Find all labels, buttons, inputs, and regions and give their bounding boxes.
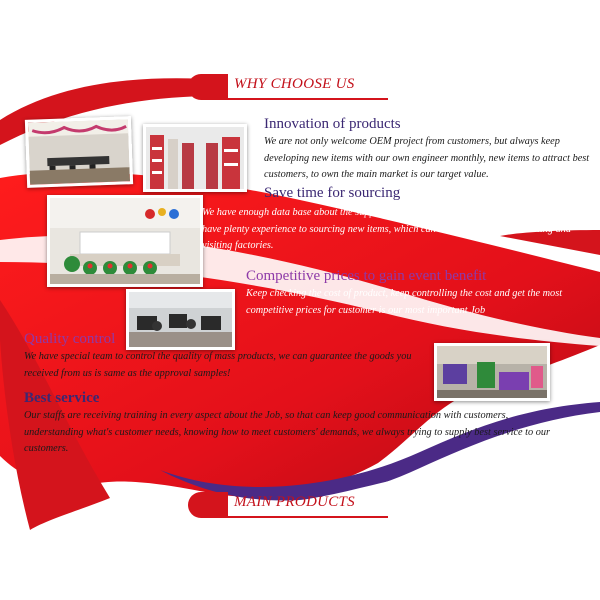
- quality-title: Quality control: [24, 331, 116, 347]
- photo-meeting-room: [25, 116, 133, 188]
- header-title: MAIN PRODUCTS: [234, 494, 355, 510]
- photo-office: [126, 289, 235, 350]
- photo-reception: [47, 195, 203, 287]
- quality-body: We have special team to control the quality of mass products, we can guarantee the goods you received from us is same as the approval samples!: [24, 351, 412, 379]
- innovation-title: Innovation of products: [264, 116, 401, 132]
- photo-showroom: [143, 124, 247, 192]
- header-underline: [228, 98, 388, 100]
- why-choose-us-header: [188, 74, 388, 100]
- header-underline: [228, 516, 388, 518]
- best-service-body: Our staffs are receiving training in every aspect about the Job, so that can keep good communication with customers, understanding what's customer needs, knowing how to meet customers' demands, we always trying to supply best service to our customers.: [24, 410, 551, 455]
- best-service-title: Best service: [24, 390, 100, 406]
- photo-warehouse: [434, 343, 550, 401]
- main-products-header: [188, 492, 388, 518]
- save-time-body: We have enough data base about the supplier information all over the China, and our staffs have plenty experience to sourcing new items, which can avoiding you keep traveling and visiting factories.: [202, 207, 580, 252]
- competitive-title: Competitive prices to gain event benefit: [246, 268, 487, 284]
- competitive-body: Keep checking the cost of product, keep controlling the cost and get the most competitive prices for customer is our most important Job: [246, 288, 563, 316]
- header-title: WHY CHOOSE US: [234, 76, 355, 92]
- header-accent: [188, 492, 228, 518]
- save-time-title: Save time for sourcing: [264, 185, 401, 201]
- innovation-body: We are not only welcome OEM project from customers, but always keep developing new items with our own engineer monthly, new items to attract best customers, to own the main market is our target value.: [264, 136, 590, 181]
- header-accent: [188, 74, 228, 100]
